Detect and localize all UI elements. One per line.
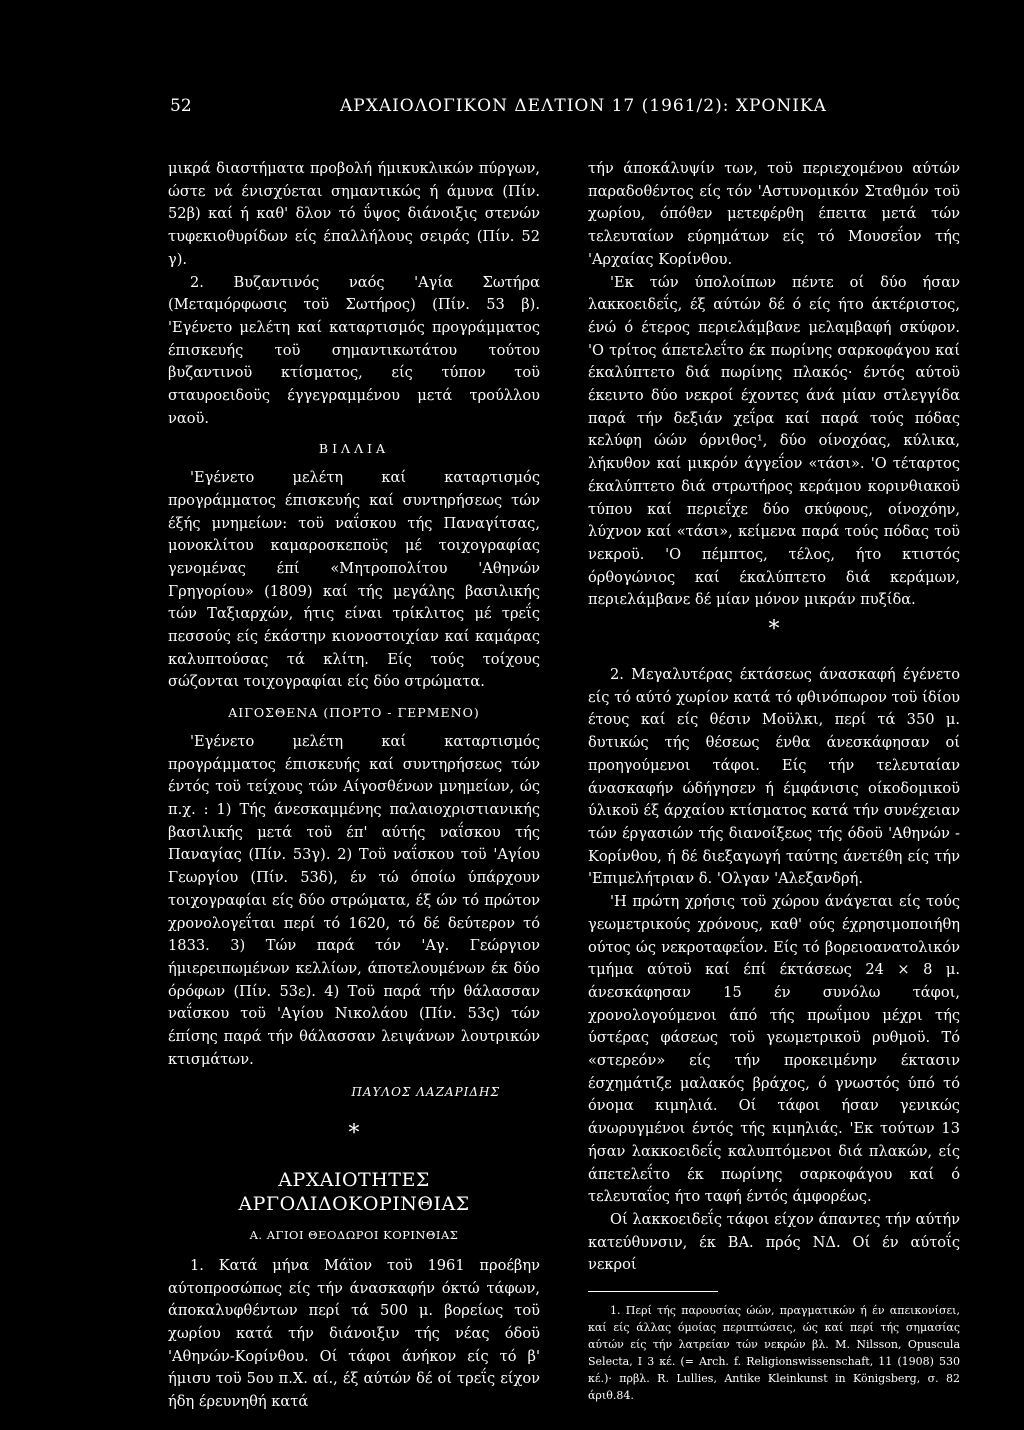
right-paragraph-3: 2. Μεγαλυτέρας έκτάσεως άνασκαφή έγένετο είς τό αύτό χωρίον κατά τό φθινόπωρον τοϋ ίδίου έτους καί είς θέσιν Μοϋλκι, περί τά 350 μ. δυτικώς τής θέσεως ένθα άνεσκάφησαν οί προηγούμενοι τάφοι. Είς τήν τελευταίαν άνασκαφήν ώδήγησεν ή έμφάνισις οίκοδομικοϋ ύλικοϋ έξ άρχαίου κτίσματος κατά τήν συνέχειαν τών έργασιών τής διανοίξεως τής όδοϋ 'Αθηνών - Κορίνθου, ή δέ διεξαγωγή ταύτης άνετέθη είς τήν 'Επιμελήτριαν δ. 'Ολγαν 'Αλεξανδρή. (588, 666, 960, 888)
left-paragraph-3: 'Εγένετο μελέτη καί καταρτισμός προγράμματος έπισκευής καί συντηρήσεως τών έξής μνημείων: τοϋ ναΐσκου τής Παναγίτσας, μονοκλίτου καμαροσκεποϋς μέ τοιχογραφίας γενομένας έπί «Μητροπολίτου 'Αθηνών Γρηγορίου» (1809) καί τής μεγάλης βασιλικής τών Ταξιαρχών, ήτις είναι τρίκλιτος μέ τρεΐς πεσσούς είς έκάστην κιονοστοιχίαν καί καμάρας καλυπτούσας τά κλίτη. Είς τούς τοίχους σώζονται τοιχογραφίαι είς δύο στρώματα. (168, 469, 540, 691)
left-column (168, 158, 540, 1414)
left-paragraph-4: 'Εγένετο μελέτη καί καταρτισμός προγράμματος έπισκευής καί συντηρήσεως τών έντός τοϋ τείχους τών Αίγοσθένων μνημείων, ώς π.χ. : 1) Τής άνεσκαμμένης παλαιοχριστιανικής βασιλικής μετά τοϋ έπ' αύτής ναΐσκου τής Παναγίας (Πίν. 53γ). 2) Τοϋ ναΐσκου τοϋ 'Αγίου Γεωργίου (Πίν. 53δ), έν τώ όποίω ύπάρχουν τοιχογραφίαι είς δύο στρώματα, έξ ών τό πρώτον χρονολογεΐται περί τό 1620, τό δέ δεύτερον τό 1833. 3) Τών παρά τόν 'Αγ. Γεώργιον ήμιερειπωμένων κελλίων, άποτελουμένων έκ δύο όρόφων (Πίν. 53ε). 4) Τοϋ παρά τήν θάλασσαν ναΐσκου τοϋ 'Αγίου Νικολάου (Πίν. 53ς) τών έπίσης παρά τήν θάλασσαν λειψάνων λουτρικών κτισμάτων. (168, 732, 540, 1068)
right-paragraph-5: Οί λακκοειδεΐς τάφοι είχον άπαντες τήν αύτήν κατεύθυνσιν, έκ ΒΑ. πρός ΝΔ. Οί έν αύτοΐς νεκροί (588, 1210, 960, 1274)
section-divider-star: * (348, 1121, 360, 1147)
footnote: 1. Περί τής παρουσίας ώών, πραγματικών ή έν απεικονίσει, καί είς άλλας όμοίας περιπτώσεις, ώς καί περί τής σημασίας αύτών είς τήν λατρείαν τών νεκρών βλ. M. Nilsson, Opuscula Selecta, I 3 κέ. (= Arch. f. Religionswissenschaft, 11 (1908) 530 κέ.)· πρβλ. R. Lullies, Antike Kleinkunst in Königsberg, σ. 82 άριθ.84. (588, 1304, 960, 1403)
page-header (140, 96, 900, 122)
section-title-line-1: ΑΡΧΑΙΟΤΗΤΕΣ (278, 1169, 430, 1192)
section-heading-aigosthena: ΑΙΓΟΣΘΕΝΑ (ΠΟΡΤΟ - ΓΕΡΜΕΝΟ) (228, 705, 480, 721)
right-paragraph-1: τήν άποκάλυψίν των, τοϋ περιεχομένου αύτών παραδοθέντος είς τόν 'Αστυνομικόν Σταθμόν τοϋ χωρίου, όπόθεν μετεφέρθη έπειτα μετά τών τελευταίων εύρημάτων είς τό Μουσεΐον τής 'Αρχαίας Κορίνθου. (588, 160, 960, 268)
running-title: ΑΡΧΑΙΟΛΟΓΙΚΟΝ ΔΕΛΤΙΟΝ 17 (1961/2): ΧΡΟΝΙΚΑ (340, 96, 827, 116)
subsection-heading-agioi-theodoroi: Α. ΑΓΙΟΙ ΘΕΟΔΩΡΟΙ ΚΟΡΙΝΘΙΑΣ (249, 1228, 459, 1243)
right-paragraph-4: 'Η πρώτη χρήσις τοϋ χώρου άνάγεται είς τούς γεωμετρικούς χρόνους, καθ' ούς έχρησιμοποιήθη ούτος ώς νεκροταφεΐον. Είς τό βορειοανατολικόν τμήμα αύτοϋ καί έπί έκτάσεως 24 × 8 μ. άνεσκάφησαν 15 έν συνόλω τάφοι, χρονολογούμενοι άπό τής πρωΐμου μέχρι τής ύστέρας φάσεως τοϋ γεωμετρικοϋ ρυθμοϋ. Τό «στερεόν» είς τήν προκειμένην έκτασιν έσχημάτιζε μαλακός βράχος, ό γνωστός ύπό τό όνομα κιμηλιά. Οί τάφοι ήσαν γενικώς άνωρυγμένοι έντός τής κιμηλιάς. 'Εκ τούτων 13 ήσαν λακκοειδεΐς καλυπτόμενοι διά πλακών, είς άπετελεΐτο έκ πωρίνης σαρκοφάγου καί ό τελευταΐος ήτο ταφή έντός άμφορέως. (588, 893, 960, 1206)
page-number: 52 (170, 96, 192, 116)
section-title-line-2: ΑΡΓΟΛΙΔΟΚΟΡΙΝΘΙΑΣ (238, 1193, 470, 1216)
section-divider-star-right: * (768, 617, 780, 643)
right-column (588, 158, 960, 1404)
left-paragraph-1: μικρά διαστήματα προβολή ήμικυκλικών πύργων, ώστε νά ένισχύεται σημαντικώς ή άμυνα (Πίν. 52β) καί ή καθ' δλον τό ΰψος διάνοιξις στενών τυφεκιοθυρίδων είς έπαλλήλους σειράς (Πίν. 52 γ). (168, 160, 540, 268)
author-signature: ΠΑΥΛΟΣ ΛΑΖΑΡΙΔΗΣ (351, 1085, 500, 1100)
footnote-rule (588, 1291, 718, 1292)
left-paragraph-5: 1. Κατά μήνα Μάϊον τοϋ 1961 προέβην αύτοπροσώπως είς τήν άνασκαφήν όκτώ τάφων, άποκαλυφθέντων περί τά 500 μ. βορείως τοϋ χωρίου κατά τήν διάνοιξιν τής νέας όδοϋ 'Αθηνών-Κορίνθου. Οί τάφοι άνήκον είς τό β' ήμισυ τοϋ 5ου π.Χ. αί., έξ αύτών δέ οί τρεΐς είχον ήδη έρευνηθή κατά (168, 1256, 540, 1411)
right-paragraph-2: 'Εκ τών ύπολοίπων πέντε οί δύο ήσαν λακκοειδεΐς, έξ αύτών δέ ό είς ήτο άκτέριστος, ένώ ό έτερος περιελάμβανε μελαμβαφή σκύφον. 'Ο τρίτος άπετελεΐτο έκ πωρίνης σαρκοφάγου καί έκαλύπτετο διά πωρίνης πλακός· έντός αύτοϋ έκειντο δύο νεκροί έχοντες άνά μίαν στλεγγίδα παρά τήν δεξιάν χεΐρα καί παρά τούς πόδας κελύφη ώών όρνιθος¹, δύο οίνοχόας, κύλικα, λήκυθον καί μικρόν άγγεΐον «τάσι». 'Ο τέταρτος έκαλύπτετο διά στρωτήρος κεράμου κορινθιακοϋ τύπου καί περιεΐχε δύο σκύφους, οίνοχόην, λύχνον καί «τάσι», κείμενα παρά τούς πόδας τοϋ νεκροϋ. 'Ο πέμπτος, τέλος, ήτο κτιστός όρθογώνιος καί έκαλύπτετο διά κεράμων, περιελάμβανε δέ μίαν μόνον μικράν πυξίδα. (588, 273, 960, 609)
left-paragraph-2: 2. Βυζαντινός ναός 'Αγία Σωτήρα (Μεταμόρφωσις τοϋ Σωτήρος) (Πίν. 53 β). 'Εγένετο μελέτη καί καταρτισμός προγράμματος έπισκευής τοϋ σημαντικωτάτου τούτου βυζαντινοϋ κτίσματος, είς τύπον τοϋ σταυροειδοϋς έγγεγραμμένου μετά τρούλλου ναοϋ. (168, 273, 540, 427)
section-heading-villia: ΒΙΛΛΙΑ (318, 441, 390, 457)
